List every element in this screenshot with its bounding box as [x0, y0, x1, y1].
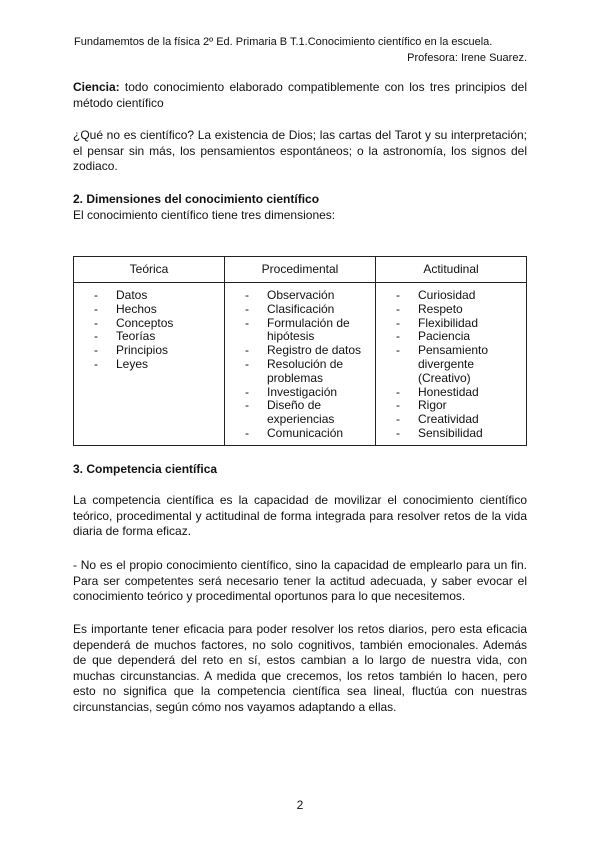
section-3-paragraph-3: Es importante tener eficacia para poder resolver los retos diarios, pero esta eficacia dependerá de muchos factores, no solo cognitivos, también emocionales. Además de que dependerá del reto en sí, estos cambian a lo largo de nuestra vida, con muchas circunstancias. A medida que crecemos, los retos también lo hacen, pero esto no significa que la competencia científica sea lineal, fluctúa con nuestras circunstancias, según cómo nos vayamos adaptando a ellas. — [73, 622, 527, 714]
ciencia-definition-text: todo conocimiento elaborado compatiblemente con los tres principios del método científico — [73, 80, 527, 110]
column-header-actitudinal: Actitudinal — [376, 257, 527, 283]
list-item: - Leyes — [94, 358, 220, 372]
list-procedimental — [245, 289, 371, 441]
list-item: - Principios — [94, 344, 220, 358]
list-item: - Diseño de experiencias — [245, 399, 371, 427]
section-2-heading: 2. Dimensiones del conocimiento científico — [73, 192, 320, 206]
list-item: - Observación — [245, 289, 371, 303]
no-cientifico-paragraph: ¿Qué no es científico? La existencia de Dios; las cartas del Tarot y su interpretación; el pensar sin más, los pensamientos espontáneos; o la astronomía, los signos del zodiaco. — [73, 128, 527, 173]
dimensions-table — [73, 256, 527, 446]
header-teacher: Profesora: Irene Suarez. — [407, 52, 527, 64]
list-item: - Conceptos — [94, 317, 220, 331]
list-item: - Paciencia — [396, 330, 522, 344]
list-item: - Formulación de hipótesis — [245, 317, 371, 345]
section-3-paragraph-1: La competencia científica es la capacidad de movilizar el conocimiento científico teórico, procedimental y actitudinal de forma integrada para resolver retos de la vida diaria de forma eficaz. — [73, 493, 527, 538]
list-item: - Clasificación — [245, 303, 371, 317]
list-item: - Registro de datos — [245, 344, 371, 358]
section-3-heading: 3. Competencia científica — [73, 462, 218, 476]
list-item: - Honestidad — [396, 386, 522, 400]
ciencia-definition — [73, 80, 527, 111]
section-3-paragraph-2: - No es el propio conocimiento científico, sino la capacidad de emplearlo para un fin. Para ser competentes será necesario tener la actitud adecuada, y saber evocar el conocimiento teórico y procedimental oportunos para lo que necesitemos. — [73, 558, 527, 603]
list-item: - Hechos — [94, 303, 220, 317]
cell-teorica — [74, 283, 225, 446]
list-item: - Flexibilidad — [396, 317, 522, 331]
list-item: - Pensamiento divergente (Creativo) — [396, 344, 522, 385]
list-item: - Sensibilidad — [396, 427, 522, 441]
list-item: - Teorías — [94, 330, 220, 344]
list-teorica — [94, 289, 220, 372]
list-item: - Datos — [94, 289, 220, 303]
table-header-row — [74, 257, 527, 283]
cell-actitudinal — [376, 283, 527, 446]
page-number: 2 — [296, 798, 304, 812]
ciencia-term: Ciencia: — [73, 80, 120, 94]
list-item: - Rigor — [396, 399, 522, 413]
list-item: - Respeto — [396, 303, 522, 317]
column-header-teorica: Teórica — [74, 257, 225, 283]
table-body-row — [74, 283, 527, 446]
column-header-procedimental: Procedimental — [225, 257, 376, 283]
list-item: - Comunicación — [245, 427, 371, 441]
list-item: - Resolución de problemas — [245, 358, 371, 386]
list-actitudinal — [396, 289, 522, 441]
section-2-intro: El conocimiento científico tiene tres dimensiones: — [73, 208, 336, 222]
header-course-title: Fundamemtos de la física 2º Ed. Primaria B T.1.Conocimiento científico en la escuela. — [74, 36, 493, 48]
list-item: - Investigación — [245, 386, 371, 400]
list-item: - Curiosidad — [396, 289, 522, 303]
list-item: - Creatividad — [396, 413, 522, 427]
cell-procedimental — [225, 283, 376, 446]
